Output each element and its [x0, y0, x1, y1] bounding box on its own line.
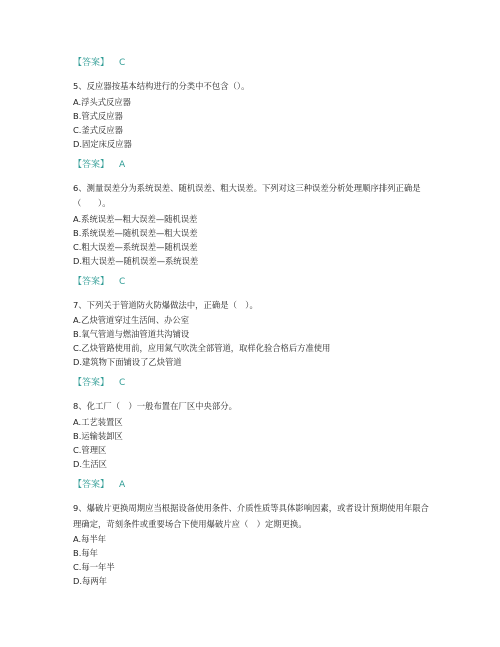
answer-line — [73, 57, 433, 69]
question-block — [73, 298, 433, 370]
question-block — [73, 399, 433, 471]
option-b: B.管式反应器 — [73, 110, 123, 121]
option-c: C.粗大误差—系统误差—随机误差 — [73, 241, 198, 252]
question-block — [73, 501, 433, 588]
option-a: A.浮头式反应器 — [73, 96, 131, 107]
option-b: B.氧气管道与燃油管道共沟铺设 — [73, 329, 190, 340]
answer-line — [73, 159, 433, 171]
option-d: D.固定床反应器 — [73, 138, 132, 149]
question-text: 7、下列关于管道防火防爆做法中，正确是（ ）。 — [73, 299, 258, 310]
exam-page — [73, 57, 433, 588]
option-c: C.每一年半 — [73, 562, 115, 573]
option-c: C.管理区 — [73, 444, 107, 455]
answer-value: A — [119, 479, 126, 490]
option-c: C.乙炔管路使用前，应用氮气吹洗全部管道，取样化验合格后方准使用 — [73, 343, 331, 354]
answer-value: C — [119, 58, 126, 68]
answer-line — [73, 276, 433, 288]
answer-label: 【答案】 — [73, 276, 110, 287]
answer-label: 【答案】 — [73, 58, 110, 68]
option-a: A.系统误差—粗大误差—随机误差 — [73, 213, 198, 224]
option-d: D.每两年 — [73, 576, 107, 587]
option-a: A.工艺装置区 — [73, 416, 123, 427]
answer-label: 【答案】 — [73, 159, 110, 170]
option-d: D.建筑物下面铺设了乙炔管道 — [73, 357, 182, 368]
question-text: 6、测量误差分为系统误差、随机误差、粗大误差。下列对这三种误差分析处理顺序排列正确是（ ）。 — [73, 182, 421, 209]
answer-value: A — [119, 159, 126, 170]
answer-label: 【答案】 — [73, 479, 110, 490]
question-text: 9、爆破片更换周期应当根据设备使用条件、介质性质等具体影响因素，或者设计预期使用年限合理确定，苛刻条件或重要场合下使用爆破片应（ ）定期更换。 — [73, 502, 429, 529]
answer-line — [73, 479, 433, 491]
option-a: A.每半年 — [73, 534, 107, 545]
option-b: B.运输装卸区 — [73, 430, 123, 441]
option-d: D.生活区 — [73, 458, 107, 469]
answer-value: C — [119, 276, 126, 287]
answer-value: C — [119, 378, 126, 389]
option-c: C.釜式反应器 — [73, 124, 123, 135]
answer-line — [73, 377, 433, 389]
option-a: A.乙炔管道穿过生活间、办公室 — [73, 315, 190, 326]
answer-label: 【答案】 — [73, 378, 110, 389]
question-block — [73, 181, 433, 268]
question-text: 5、反应器按基本结构进行的分类中不包含（）。 — [73, 81, 250, 91]
question-block — [73, 79, 433, 151]
option-b: B.系统误差—随机误差—粗大误差 — [73, 227, 198, 238]
option-b: B.每年 — [73, 548, 98, 559]
option-d: D.粗大误差—随机误差—系统误差 — [73, 255, 199, 266]
question-text: 8、化工厂（ ）一般布置在厂区中央部分。 — [73, 401, 237, 412]
